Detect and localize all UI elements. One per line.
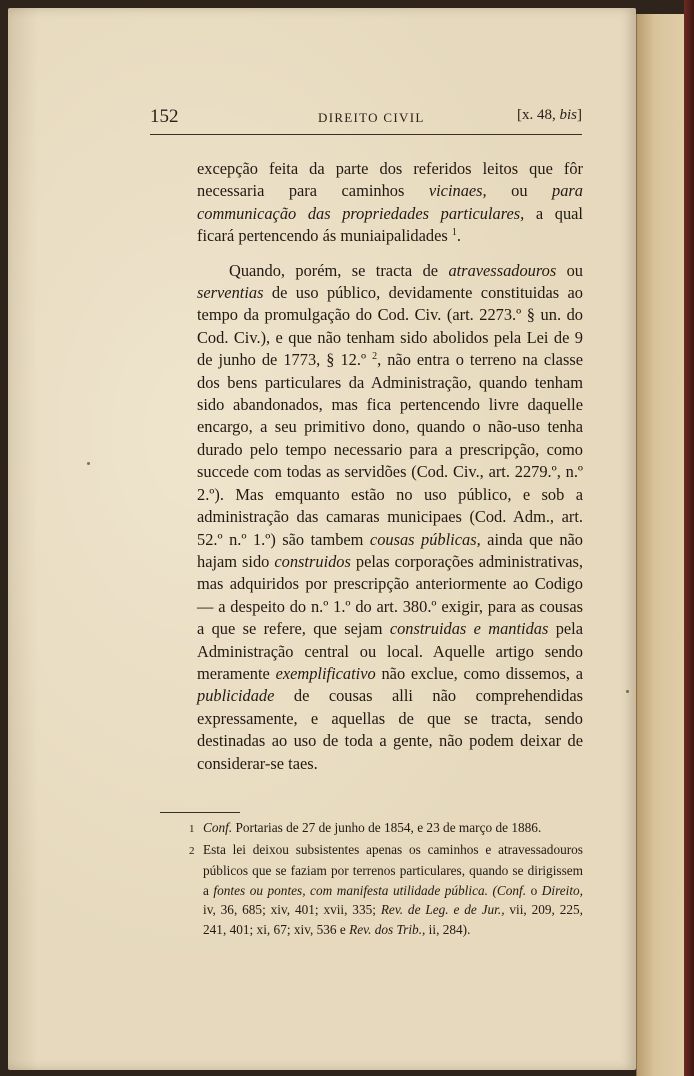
footnote-1: 1 Conf. Portarias de 27 de junho de 1854, e 23 de março de 1886. bbox=[189, 820, 542, 835]
footnote-ref-2: 2 bbox=[372, 351, 378, 363]
book-cover-edge bbox=[684, 0, 694, 1076]
footnote-ref-1: 1 bbox=[451, 227, 457, 239]
footnotes bbox=[189, 818, 583, 940]
footnote-rule bbox=[160, 812, 240, 813]
page-number: 152 bbox=[150, 106, 179, 127]
footnote-2: 2 Esta lei deixou subsistentes apenas os caminhos e atravessadouros públicos que se faziam por terrenos particulares, quando se dirigissem a fontes ou pontes, com manifesta utilidade pública. (Conf. o Direito, iv, 36, 685; xiv, 401; xvii, 335; Rev. de Leg. e de Jur., vii, 209, 225, 241, 401; xi, 67; xiv, 536 e Rev. dos Trib., ii, 284). bbox=[189, 841, 584, 937]
paper-speck bbox=[87, 462, 90, 465]
paper-speck bbox=[626, 690, 629, 693]
paragraph-2: Quando, porém, se tracta de atravessadouros ou serventias de uso público, devidamente constituidas ao tempo da promulgação do Cod. Civ. (art. 2273.º § un. do Cod. Civ.), e que não tenham sido abolidos pela Lei de 9 de junho de 1773, § 12.º $^2$, não entra o terreno na classe dos bens particulares da Administração, quando tenham sido abandonados, mas fica pertencendo livre daquelle encargo, a seu primitivo dono, quando o não-uso tenha durado pelo tempo necessario para a prescripção, como succede com todas as servidões (Cod. Civ., art. 2279.º, n.º 2.º). Mas emquanto estão no uso público, e sob a administração das camaras municipaes (Cod. Adm., art. 52.º n.º 1.º) são tambem cousas públicas, ainda que não hajam sido construidos pelas corporações administrativas, mas adquiridos por prescripção anteriormente ao Codigo — a despeito do n.º 1.º do art. 380.º exigir, para as cousas a que se refere, que sejam construidas e mantidas pela Administração central ou local. Aquelle artigo sendo meramente exemplificativo não exclue, como dissemos, a publicidade de cousas alli não comprehendidas expressamente, e aquellas de que se tracta, sendo destinadas ao uso de toda a gente, não podem deixar de considerar-se taes. bbox=[197, 260, 584, 773]
header-rule bbox=[150, 134, 582, 135]
running-title: DIREITO CIVIL bbox=[318, 110, 425, 125]
paragraph-1: excepção feita da parte dos referidos leitos que fôr necessaria para caminhos vicinaes, ou para communicação das propriedades particulares, a qual ficará pertencendo ás muniaipalidades $^1$. bbox=[197, 159, 583, 246]
section-reference: [x. 48, bis] bbox=[516, 107, 582, 123]
page-header bbox=[150, 106, 582, 130]
main-text bbox=[197, 158, 583, 775]
